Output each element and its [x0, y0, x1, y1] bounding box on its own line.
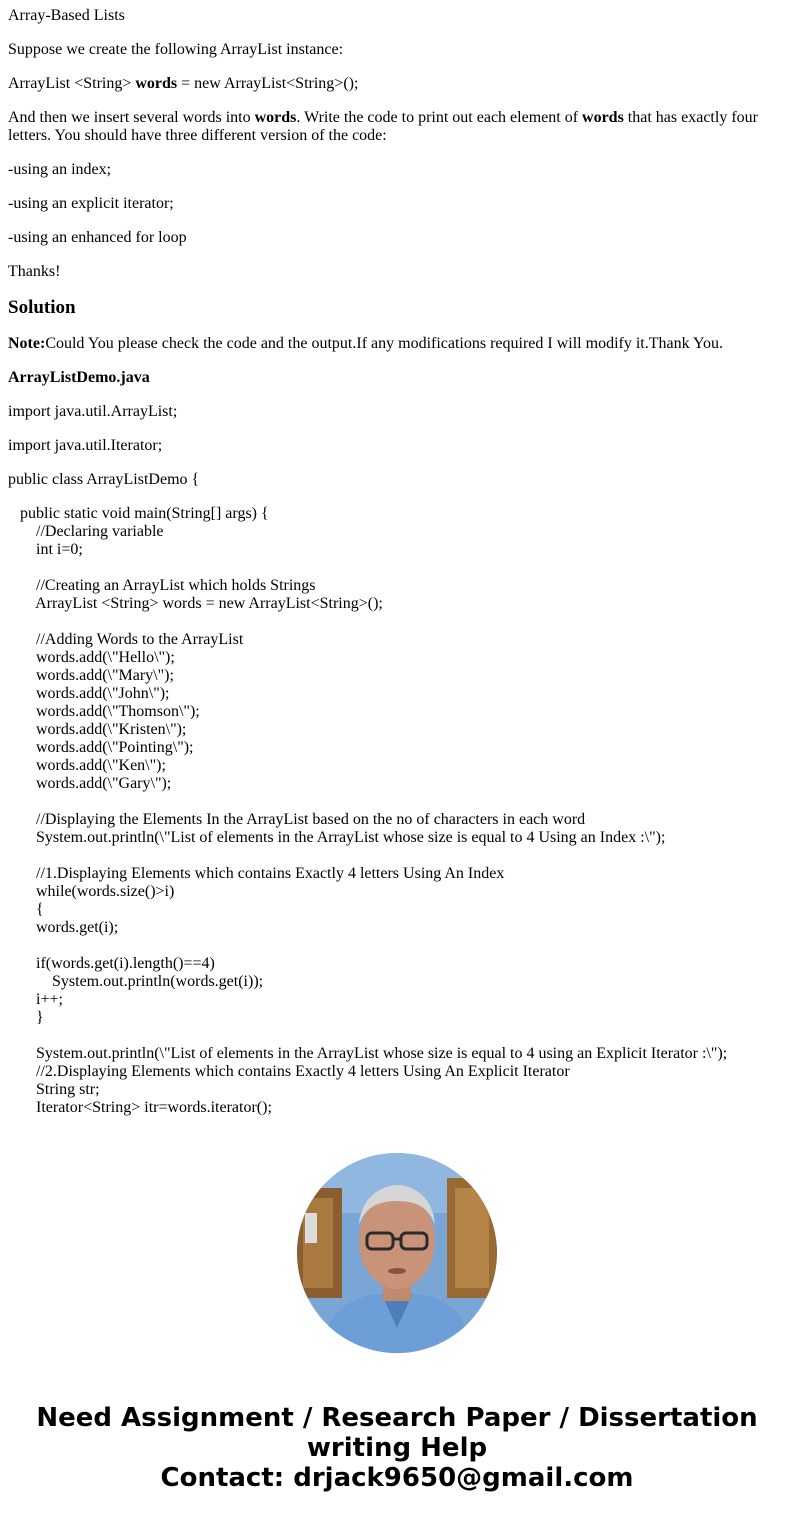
code-line: System.out.println(words.get(i));	[8, 973, 264, 990]
code-line: System.out.println(\"List of elements in the ArrayList whose size is equal to 4 Using an Index :\");	[8, 829, 666, 846]
code-line	[8, 613, 778, 631]
code-line	[8, 847, 778, 865]
code-block	[8, 505, 778, 1117]
code-line: }	[8, 1009, 44, 1026]
question-task: And then we insert several words into words. Write the code to print out each element of words that has exactly four letters. You should have three different version of the code:	[8, 109, 758, 144]
code-line: ArrayList <String> words = new ArrayList<String>();	[8, 595, 383, 612]
code-line: //Creating an ArrayList which holds Strings	[8, 577, 316, 594]
code-line: i++;	[8, 991, 63, 1008]
import-iterator: import java.util.Iterator;	[8, 437, 163, 454]
code-line: String str;	[8, 1081, 100, 1098]
question-declaration: ArrayList <String> words = new ArrayList<String>();	[8, 75, 359, 92]
author-photo	[297, 1153, 497, 1353]
solution-heading: Solution	[8, 297, 76, 318]
code-line: while(words.size()>i)	[8, 883, 175, 900]
code-line: words.add(\"Thomson\");	[8, 703, 200, 720]
code-line: words.get(i);	[8, 919, 119, 936]
code-line: public static void main(String[] args) {	[8, 505, 269, 522]
bullet-enhanced-for: -using an enhanced for loop	[8, 229, 187, 246]
author-photo-graphic	[297, 1153, 497, 1353]
code-line: //2.Displaying Elements which contains Exactly 4 letters Using An Explicit Iterator	[8, 1063, 570, 1080]
code-line	[8, 559, 778, 577]
code-line: if(words.get(i).length()==4)	[8, 955, 215, 972]
code-line: words.add(\"Pointing\");	[8, 739, 194, 756]
bullet-iterator: -using an explicit iterator;	[8, 195, 174, 212]
code-line	[8, 937, 778, 955]
code-line: //Adding Words to the ArrayList	[8, 631, 244, 648]
code-line: Iterator<String> itr=words.iterator();	[8, 1099, 272, 1116]
code-line	[8, 793, 778, 811]
code-line: words.add(\"Gary\");	[8, 775, 172, 792]
question-intro: Suppose we create the following ArrayList instance:	[8, 41, 344, 58]
ad-line-1: Need Assignment / Research Paper / Dissertation	[36, 1403, 758, 1433]
ad-line-3: Contact: drjack9650@gmail.com	[160, 1463, 634, 1493]
code-line: words.add(\"Mary\");	[8, 667, 174, 684]
import-arraylist: import java.util.ArrayList;	[8, 403, 178, 420]
question-thanks: Thanks!	[8, 263, 61, 280]
bullet-index: -using an index;	[8, 161, 112, 178]
code-line: words.add(\"Kristen\");	[8, 721, 187, 738]
solution-filename: ArrayListDemo.java	[8, 369, 150, 386]
code-line: words.add(\"Hello\");	[8, 649, 175, 666]
code-line: System.out.println(\"List of elements in the ArrayList whose size is equal to 4 using an Explicit Iterator :\");	[8, 1045, 728, 1062]
code-line: {	[8, 901, 44, 918]
ad-line-2: writing Help	[306, 1433, 488, 1463]
document-body	[8, 7, 778, 1117]
code-line: words.add(\"Ken\");	[8, 757, 166, 774]
code-line: //Displaying the Elements In the ArrayList based on the no of characters in each word	[8, 811, 586, 828]
question-title: Array-Based Lists	[8, 7, 125, 24]
code-line: words.add(\"John\");	[8, 685, 170, 702]
code-line: int i=0;	[8, 541, 83, 558]
advertisement-banner	[0, 1403, 794, 1493]
code-line: //1.Displaying Elements which contains Exactly 4 letters Using An Index	[8, 865, 505, 882]
solution-note: Note:Could You please check the code and the output.If any modifications required I will modify it.Thank You.	[8, 335, 723, 352]
class-declaration: public class ArrayListDemo {	[8, 471, 200, 488]
code-line: //Declaring variable	[8, 523, 164, 540]
code-line	[8, 1027, 778, 1045]
